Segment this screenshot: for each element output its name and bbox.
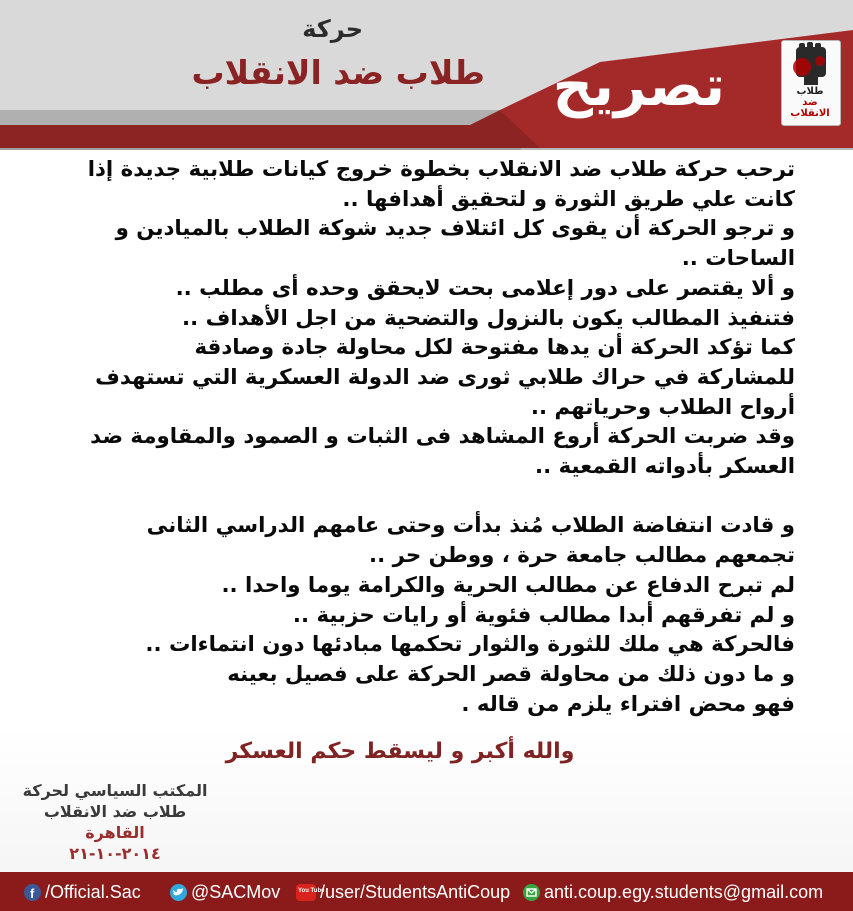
statement-line: لم تبرح الدفاع عن مطالب الحرية والكرامة يوما واحدا .. [221,572,795,598]
statement-line: كما تؤكد الحركة أن يدها مفتوحة لكل محاولة جادة وصادقة [194,335,795,361]
youtube-link[interactable] [296,881,510,903]
page-title: تصريح [552,54,725,119]
logo-line-3: الانقلاب [790,108,830,119]
statement-line: و لم تفرقهم أبدا مطالب فئوية أو رايات حزبية .. [292,602,795,628]
svg-text:f: f [30,885,35,901]
statement-line: وقد ضربت الحركة أروع المشاهد فى الثبات و الصمود والمقاومة ضد [90,424,795,450]
statement-line: فهو محض افتراء يلزم من قاله . [461,691,795,717]
statement-line: و قادت انتفاضة الطلاب مُنذ بدأت وحتى عامهم الدراسي الثانى [146,513,795,539]
fist-icon [782,41,840,87]
youtube-icon [296,884,325,901]
org-name-large: طلاب ضد الانقلاب [191,53,485,92]
facebook-handle: /Official.Sac [45,882,141,902]
statement-line: أرواح الطلاب وحرياتهم .. [530,394,795,420]
header-banner [0,0,853,150]
logo-text [781,86,839,119]
signature-office: المكتب السياسي لحركة [22,781,208,800]
email-link[interactable] [523,881,823,903]
email-icon [523,884,540,901]
twitter-link[interactable] [170,881,280,903]
youtube-handle: /user/StudentsAntiCoup [320,882,511,902]
statement-body [20,155,795,719]
twitter-icon [170,884,187,901]
signature-org: طلاب ضد الانقلاب [43,802,187,821]
paragraph-gap [20,482,795,512]
statement-line: و ما دون ذلك من محاولة قصر الحركة على فصيل بعينه [227,661,795,687]
logo-line-1: طلاب [796,86,824,97]
statement-line: العسكر بأدواته القمعية .. [535,454,795,480]
youtube-badge: You Tube [298,887,325,894]
signature-city: القاهرة [85,823,145,842]
email-address: anti.coup.egy.students@gmail.com [544,882,824,902]
statement-line: تجمعهم مطالب جامعة حرة ، ووطن حر .. [369,543,795,569]
statement-line: و ترجو الحركة أن يقوى كل ائتلاف جديد شوكة الطلاب بالميادين و [115,216,795,242]
footer-bar [0,872,853,911]
facebook-link[interactable] [24,881,141,903]
signature-date: ٢٠١٤-١٠-٢١ [69,844,161,863]
twitter-handle: @SACMov [191,882,281,902]
signature-block [10,780,220,864]
statement-line: ترحب حركة طلاب ضد الانقلاب بخطوة خروج كيانات طلابية جديدة إذا [87,157,795,182]
header-divider [0,110,500,125]
statement-line: فتنفيذ المطالب يكون بالنزول والتضحية من اجل الأهداف .. [181,305,795,331]
statement-line: الساحات .. [681,246,795,272]
statement-line: فالحركة هي ملك للثورة والثوار تحكمها مبادئها دون انتماءات .. [145,632,795,658]
org-name-small: حركة [302,15,363,43]
facebook-icon [24,884,41,901]
statement-line: للمشاركة في حراك طلابي ثورى ضد الدولة العسكرية التي تستهدف [95,364,795,390]
closing-slogan: والله أكبر و ليسقط حكم العسكر [225,739,575,764]
statement-line: كانت علي طريق الثورة و لتحقيق أهدافها .. [342,186,795,212]
logo-line-2: ضد [802,97,818,108]
statement-line: و ألا يقتصر على دور إعلامى بحت لايحقق وحده أى مطلب .. [175,275,795,301]
